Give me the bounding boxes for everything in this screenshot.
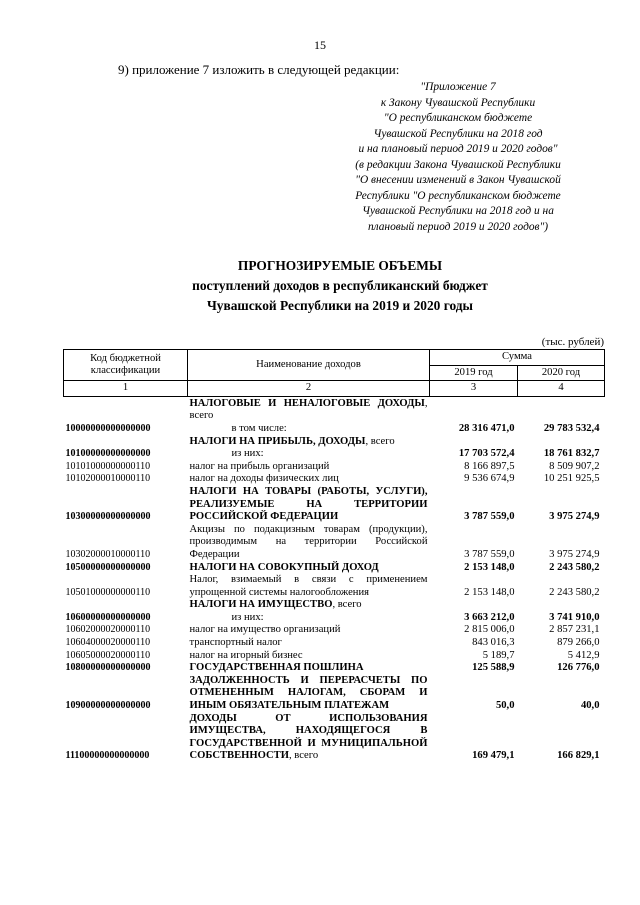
row-name: [188, 473, 430, 486]
value-2019: 8 166 897,5: [464, 460, 515, 472]
value-2020: 2 243 580,2: [549, 561, 600, 573]
document-title: [0, 256, 640, 316]
row-code: 10605000020000110: [65, 649, 151, 661]
value-2020: 18 761 832,7: [543, 448, 600, 460]
row-name: [188, 650, 430, 663]
annex-line: и на плановый период 2019 и 2020 годов": [358, 143, 558, 155]
value-2019: 28 316 471,0: [458, 422, 515, 434]
row-name: [188, 662, 430, 675]
value-2019: 169 479,1: [472, 750, 515, 762]
header-code: Код бюджетной классификации: [64, 350, 188, 381]
row-text: Налог, взимаемый в связи с применением упрощенной системы налогообложения: [189, 574, 428, 598]
annex-line: плановый период 2019 и 2020 годов"): [367, 220, 549, 233]
value-2020: 8 509 907,2: [549, 460, 600, 472]
row-code: 10100000000000000: [65, 448, 151, 460]
row-code: 10500000000000000: [65, 561, 151, 573]
title-line-2: поступлений доходов в республиканский бюджет: [192, 278, 488, 293]
row-name: [188, 524, 430, 562]
intro-text: 9) приложение 7 изложить в следующей редакции:: [118, 62, 400, 77]
row-subnote: в том числе:: [231, 422, 287, 434]
column-number: 4: [518, 381, 605, 397]
table-row: [64, 650, 605, 663]
value-2019: 3 787 559,0: [464, 511, 515, 523]
table-row: [64, 524, 605, 562]
row-name: [188, 486, 430, 524]
table-row: [64, 396, 605, 435]
value-2020: 3 975 274,9: [549, 511, 600, 523]
value-2020: 40,0: [580, 700, 600, 712]
table-row: [64, 675, 605, 713]
row-text: Акцизы по подакцизным товарам (продукции), производимым на территории Российской Федерации: [189, 523, 428, 560]
row-code: 10604000020000110: [65, 637, 151, 649]
value-2019: 9 536 674,9: [464, 473, 515, 485]
row-name: [188, 624, 430, 637]
value-2019: 125 588,9: [472, 662, 515, 674]
row-code: 10800000000000000: [65, 662, 151, 674]
row-title: НАЛОГИ НА ТОВАРЫ (РАБОТЫ, УСЛУГИ), РЕАЛИЗУЕМЫЕ НА ТЕРРИТОРИИ РОССИЙСКОЙ ФЕДЕРАЦИИ: [189, 485, 428, 523]
value-2020: 3 741 910,0: [549, 611, 600, 623]
revenue-table: [63, 349, 605, 763]
page-number: 15: [314, 38, 326, 52]
annex-line: "О внесении изменений в Закон Чувашской: [355, 174, 561, 186]
row-text: , всего: [332, 599, 362, 611]
row-title: ЗАДОЛЖЕННОСТЬ И ПЕРЕРАСЧЕТЫ ПО ОТМЕНЕННЫМ НАЛОГАМ, СБОРАМ И ИНЫМ ОБЯЗАТЕЛЬНЫМ ПЛАТЕЖАМ: [189, 674, 428, 712]
row-code: 10900000000000000: [65, 700, 151, 712]
row-text: налог на игорный бизнес: [189, 649, 303, 661]
table-row: [64, 436, 605, 461]
table-row: [64, 599, 605, 624]
row-name: [188, 599, 430, 624]
value-2019: 3 663 212,0: [464, 611, 515, 623]
value-2020: 5 412,9: [567, 649, 600, 661]
value-2019: 2 153 148,0: [464, 561, 515, 573]
table-row: [64, 624, 605, 637]
row-name: [188, 436, 430, 461]
value-2020: 2 243 580,2: [549, 586, 600, 598]
row-code: 10101000000000110: [65, 460, 151, 472]
annex-line: Республики "О республиканском бюджете: [355, 189, 561, 202]
value-2019: 843 016,3: [472, 637, 515, 649]
row-title: НАЛОГОВЫЕ И НЕНАЛОГОВЫЕ ДОХОДЫ: [189, 397, 425, 409]
value-2020: 166 829,1: [557, 750, 600, 762]
value-2019: 5 189,7: [482, 649, 515, 661]
annex-reference: [318, 80, 598, 235]
annex-line: "Приложение 7: [420, 81, 496, 93]
table-row: [64, 461, 605, 474]
value-2020: 126 776,0: [557, 662, 600, 674]
row-text: транспортный налог: [189, 637, 282, 649]
annex-line: к Закону Чувашской Республики: [380, 96, 536, 109]
table-row: [64, 486, 605, 524]
value-2020: 10 251 925,5: [543, 473, 600, 485]
row-name: [188, 461, 430, 474]
table-row: [64, 473, 605, 486]
row-subnote: из них:: [231, 611, 264, 623]
row-text: , всего: [189, 397, 428, 422]
row-code: 10302000010000110: [65, 548, 151, 560]
annex-line: Чувашской Республики на 2018 год: [373, 127, 543, 140]
value-2019: 2 153 148,0: [464, 586, 515, 598]
row-code: 11100000000000000: [65, 750, 150, 762]
table-row: [64, 562, 605, 575]
row-code: 10501000000000110: [65, 586, 151, 598]
row-code: 10000000000000000: [65, 422, 151, 434]
column-number: 1: [64, 381, 188, 397]
row-name: [188, 713, 430, 763]
row-text: , всего: [288, 750, 319, 762]
row-title: ГОСУДАРСТВЕННАЯ ПОШЛИНА: [189, 662, 364, 674]
header-sum: Сумма: [430, 350, 605, 366]
row-code: 10300000000000000: [65, 511, 151, 523]
row-name: [188, 562, 430, 575]
title-line-3: Чувашской Республики на 2019 и 2020 годы: [206, 298, 473, 313]
column-number: 2: [188, 381, 430, 397]
row-subnote: из них:: [231, 448, 264, 460]
row-name: [188, 637, 430, 650]
row-code: 10102000010000110: [65, 473, 151, 485]
value-2019: 50,0: [495, 700, 515, 712]
row-text: налог на имущество организаций: [189, 624, 341, 636]
table-row: [64, 574, 605, 599]
value-2019: 3 787 559,0: [464, 548, 515, 560]
row-title: НАЛОГИ НА СОВОКУПНЫЙ ДОХОД: [189, 561, 379, 573]
table-row: [64, 637, 605, 650]
table-row: [64, 713, 605, 763]
annex-line: Чувашской Республики на 2018 год и на: [362, 205, 554, 217]
row-title: ДОХОДЫ ОТ ИСПОЛЬЗОВАНИЯ ИМУЩЕСТВА, НАХОДЯЩЕГОСЯ В ГОСУДАРСТВЕННОЙ И МУНИЦИПАЛЬНОЙ СОБСТВЕННОСТИ: [189, 712, 428, 762]
header-year-2020: 2020 год: [518, 365, 605, 381]
row-code: 10600000000000000: [65, 611, 151, 623]
value-2020: 3 975 274,9: [549, 548, 600, 560]
value-2020: 29 783 532,4: [543, 422, 600, 434]
header-year-2019: 2019 год: [430, 365, 518, 381]
row-title: НАЛОГИ НА ПРИБЫЛЬ, ДОХОДЫ: [189, 435, 366, 447]
value-2020: 879 266,0: [557, 637, 600, 649]
units-label: (тыс. рублей): [541, 336, 604, 348]
row-text: налог на прибыль организаций: [189, 460, 330, 472]
row-name: [188, 574, 430, 599]
row-name: [188, 396, 430, 435]
value-2020: 2 857 231,1: [549, 624, 600, 636]
row-name: [188, 675, 430, 713]
annex-line: (в редакции Закона Чувашской Республики: [355, 158, 561, 171]
value-2019: 17 703 572,4: [458, 448, 515, 460]
value-2019: 2 815 006,0: [464, 624, 515, 636]
row-text: , всего: [365, 435, 395, 447]
column-number: 3: [430, 381, 518, 397]
title-line-1: ПРОГНОЗИРУЕМЫЕ ОБЪЕМЫ: [237, 258, 443, 273]
row-code: 10602000020000110: [65, 624, 151, 636]
annex-line: "О республиканском бюджете: [383, 112, 533, 124]
table-row: [64, 662, 605, 675]
row-text: налог на доходы физических лиц: [189, 473, 339, 485]
header-name: Наименование доходов: [188, 350, 430, 381]
row-title: НАЛОГИ НА ИМУЩЕСТВО: [189, 599, 333, 611]
